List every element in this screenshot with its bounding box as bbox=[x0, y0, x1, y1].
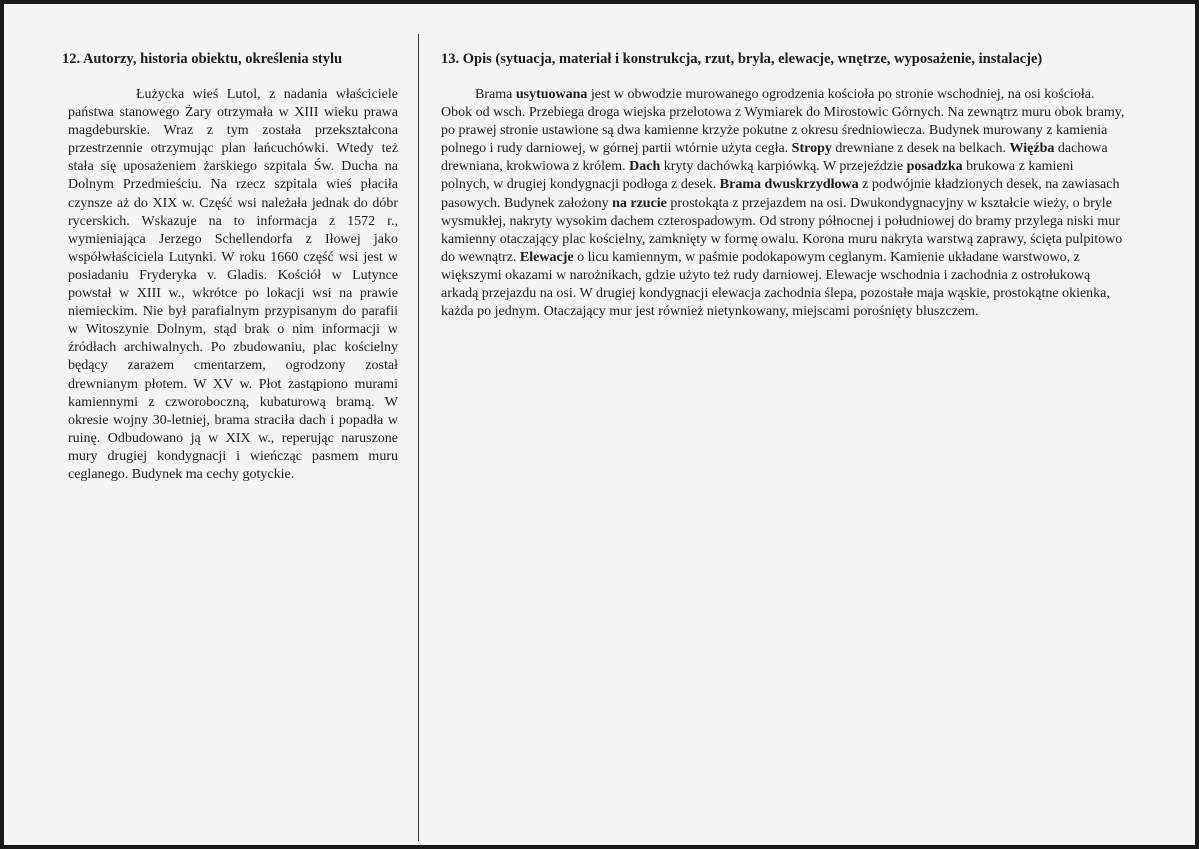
text-segment: brukowa z kamieni polnych, w drugiej kondygnacji podłoga z desek. bbox=[441, 159, 1074, 193]
text-segment: z podwójnie kładzionych desek, na zawiasach pasowych. Budynek założony bbox=[441, 177, 1120, 211]
text-segment: dachowa drewniana, krokwiowa z królem. bbox=[441, 141, 1108, 175]
keyword-dach: Dach bbox=[629, 159, 661, 175]
text-segment: kryty dachówką karpiówką. W przejeździe bbox=[660, 159, 907, 175]
keyword-wiezba: Więźba bbox=[1009, 141, 1055, 157]
keyword-na-rzucie: na rzucie bbox=[612, 195, 667, 211]
text-segment: prostokąta z przejazdem na osi. Dwukondygnacyjny w kształcie wieży, o bryle wysmukłej, nakryty wysokim dachem czterospadowym. Od strony północnej i południowej do bramy przylega niski mur kamienny otaczający plac kościelny, zamknięty w formę owalu. Korona muru nakryta warstwą zaprawy, ścięta pulpitowo do wewnątrz. bbox=[441, 195, 1123, 265]
column-divider bbox=[418, 34, 419, 841]
text-segment: drewniane z desek na belkach. bbox=[831, 141, 1010, 157]
document-page bbox=[4, 4, 1195, 845]
history-heading: 12. Autorzy, historia obiektu, określenia stylu bbox=[62, 51, 343, 67]
keyword-posadzka: posadzka bbox=[906, 159, 963, 175]
description-text bbox=[441, 86, 1125, 321]
text-segment: jest w obwodzie murowanego ogrodzenia kościoła po stronie wschodniej, na osi kościoła. Obok od wsch. Przebiega droga wiejska przelotowa z Wymiarek do Mirostowic Górnych. Na zewnątrz muru obok bramy, po prawej stronie ustawione są dwa kamienne krzyże pokutne z okresu średniowiecza. Budynek murowany z kamienia polnego i rudy darniowej, w górnej partii wtórnie użyta cegła. bbox=[441, 87, 1125, 157]
text-segment: o licu kamiennym, w paśmie podokapowym ceglanym. Kamienie układane warstwowo, z większymi okazami w narożnikach, gdzie użyto też rudy darniowej. Elewacje wschodnia i zachodnia z ostrołukową arkadą przejazdu na osi. W drugiej kondygnacji elewacja zachodnia ślepa, pozostałe maja wąskie, prostokątne okienka, każda po jednym. Otaczający mur jest również nietynkowany, miejscami porośnięty bluszczem. bbox=[441, 249, 1110, 320]
keyword-elewacje: Elewacje bbox=[519, 249, 574, 265]
keyword-usytuowana: usytuowana bbox=[515, 87, 588, 102]
history-section bbox=[62, 50, 398, 484]
description-heading: 13. Opis (sytuacja, materiał i konstrukcja, rzut, bryła, elewacje, wnętrze, wyposażenie, instalacje) bbox=[441, 51, 1043, 67]
keyword-brama-dwuskrzydlowa: Brama dwuskrzydłowa bbox=[719, 177, 859, 193]
history-text: Łużycka wieś Lutol, z nadania właściciele państwa stanowego Żary otrzymała w XIII wieku prawa magdeburskie. Wraz z tym została przekształcona przestrzennie otrzymując plan łańcuchówki. Wtedy też stała się uposażeniem żarskiego szpitala Św. Ducha na Dolnym Przedmieściu. Na rzecz szpitala wieś płaciła czynsze aż do XIX w. Część wsi należała jednak do dóbr rycerskich. Wskazuje na to informacja z 1572 r., wymieniająca Jerzego Schellendorfa z Iłowej jako współwłaściciela Lutynki. W roku 1660 część wsi jest w posiadaniu Fryderyka v. Gladis. Kościół w Lutynce powstał w XIII w., wkrótce po lokacji wsi na prawie niemieckim. Nie był parafialnym przypisanym do parafii w Witoszynie Dolnym, stąd brak o nim informacji w źródłach archiwalnych. Po zbudowaniu, plac kościelny będący zarazem cmentarzem, ogrodzony został drewnianym płotem. W XV w. Płot zastąpiono murami kamiennymi z czworoboczną, kubaturową bramą. W okresie wojny 30-letniej, brama straciła dach i popadła w ruinę. Odbudowano ją w XIX w., reperując naruszone mury drugiej kondygnacji i wieńcząc pasmem muru ceglanego. Budynek ma cechy gotyckie. bbox=[68, 87, 398, 482]
keyword-stropy: Stropy bbox=[791, 141, 832, 157]
description-section bbox=[441, 50, 1125, 321]
text-segment: Brama bbox=[475, 87, 516, 102]
